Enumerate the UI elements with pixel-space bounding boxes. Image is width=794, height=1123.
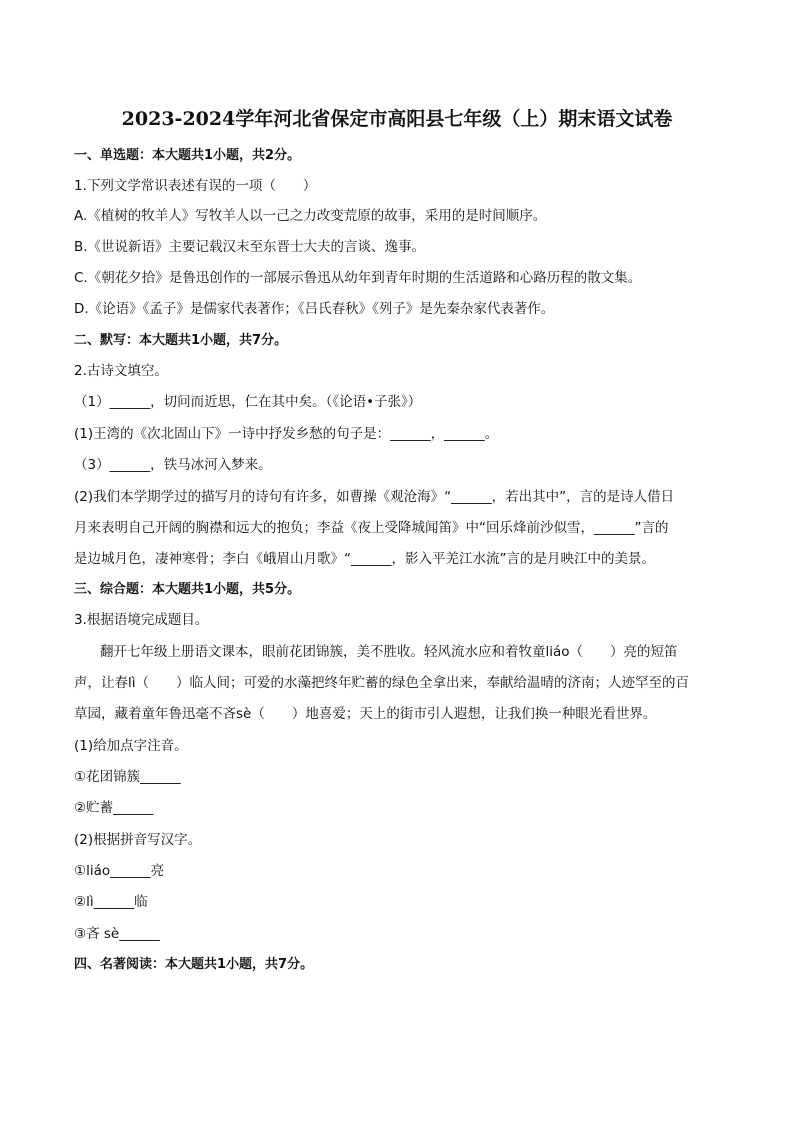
subquestion-item: ②贮蓄______: [74, 800, 154, 816]
subquestion-2: (2)根据拼音写汉字。: [74, 832, 202, 848]
question-2-stem: 2.古诗文填空。: [74, 363, 168, 379]
subquestion-item: ②lì______临: [74, 894, 148, 910]
page-title: 2023-2024学年河北省保定市高阳县七年级（上）期末语文试卷: [121, 108, 673, 130]
question-2-item: （3）______，铁马冰河入梦来。: [74, 457, 272, 473]
subquestion-item: ①liáo______亮: [74, 863, 165, 879]
option-a: A.《植树的牧羊人》写牧羊人以一己之力改变荒原的故事，采用的是时间顺序。: [74, 208, 547, 224]
reading-passage: 声，让春lì（ ）临人间；可爱的水藻把终年贮蓄的绿色全拿出来，奉献给温晴的济南；人迹罕至的百: [74, 675, 690, 691]
question-2-paragraph: (2)我们本学期学过的描写月的诗句有许多，如曹操《观沧海》“______，若出其中”，言的是诗人借日: [74, 489, 675, 505]
section-heading-2: 二、默写：本大题共1小题，共7分。: [74, 333, 288, 348]
subquestion-item: ①花团锦簇______: [74, 769, 181, 785]
question-1-stem: 1.下列文学常识表述有误的一项（ ）: [74, 178, 317, 194]
section-heading-1: 一、单选题：本大题共1小题，共2分。: [74, 148, 301, 163]
section-heading-4: 四、名著阅读：本大题共1小题，共7分。: [74, 957, 314, 972]
option-c: C.《朝花夕拾》是鲁迅创作的一部展示鲁迅从幼年到青年时期的生活道路和心路历程的散文集。: [74, 270, 642, 286]
reading-passage: 翻开七年级上册语文课本，眼前花团锦簇，美不胜收。轻风流水应和着牧童liáo（ ）亮的短笛: [100, 644, 678, 660]
question-2-item: (1)王湾的《次北固山下》一诗中抒发乡愁的句子是：______，______。: [74, 426, 499, 442]
question-3-stem: 3.根据语境完成题目。: [74, 612, 209, 628]
question-2-paragraph: 是边城月色，凄神寒骨；李白《峨眉山月歌》“______，影入平羌江水流”言的是月映江中的美景。: [74, 551, 655, 567]
question-2-item: （1）______，切问而近思，仁在其中矣。（《论语•子张》）: [74, 394, 422, 410]
section-heading-3: 三、综合题：本大题共1小题，共5分。: [74, 582, 301, 597]
question-2-paragraph: 月来表明自己开阔的胸襟和远大的抱负；李益《夜上受降城闻笛》中“回乐烽前沙似雪，______”言的: [74, 520, 669, 536]
option-b: B.《世说新语》主要记载汉末至东晋士大夫的言谈、逸事。: [74, 239, 426, 255]
subquestion-item: ③吝 sè______: [74, 926, 160, 942]
reading-passage: 草园，藏着童年鲁迅毫不吝sè（ ）地喜爱；天上的街市引人遐想，让我们换一种眼光看世界。: [74, 706, 657, 722]
option-d: D.《论语》《孟子》是儒家代表著作；《吕氏春秋》《列子》是先秦杂家代表著作。: [74, 301, 555, 317]
subquestion-1: (1)给加点字注音。: [74, 738, 188, 754]
